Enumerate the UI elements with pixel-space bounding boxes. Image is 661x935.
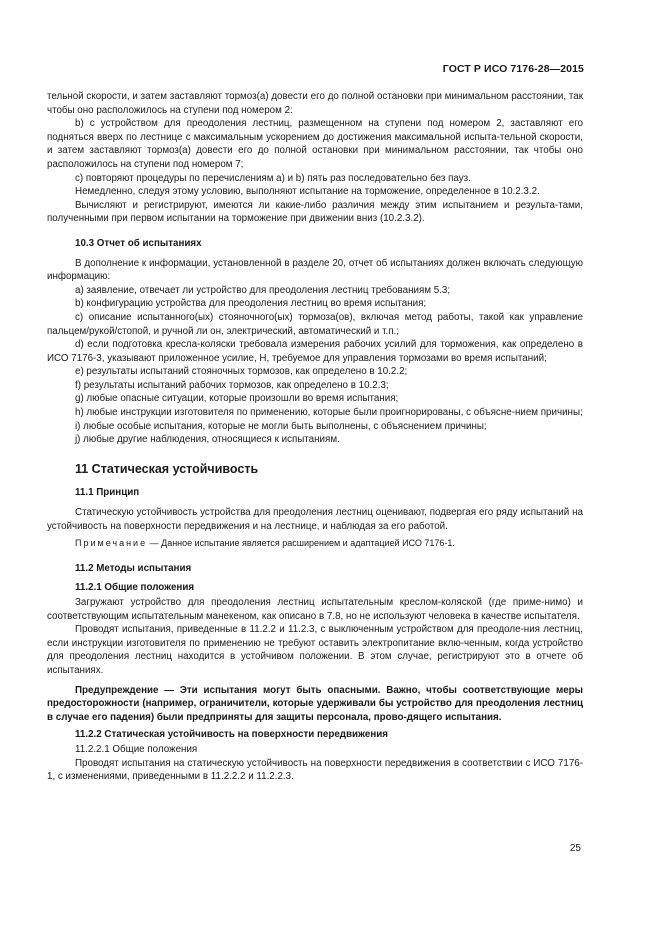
section-heading-11-1: 11.1 Принцип: [75, 487, 140, 499]
list-item: e) результаты испытаний стояночных тормозов, как определено в 10.2.2;: [75, 366, 408, 378]
warning-paragraph: Предупреждение — Эти испытания могут быть опасными. Важно, чтобы соответствующие меры предосторожности (например, ограничители, которые удерживали бы устройство для преодоления лестниц в случае его падения) были предприняты для защиты персонала, прово-дящего испытания.: [47, 684, 583, 723]
section-heading-11: 11 Статическая устойчивость: [75, 461, 259, 476]
section-heading-11-2-2: 11.2.2 Статическая устойчивость на поверхности передвижения: [75, 729, 388, 741]
paragraph: В дополнение к информации, установленной в разделе 20, отчет об испытаниях должен включать следующую информацию:: [47, 257, 583, 283]
document-id-header: ГОСТ Р ИСО 7176-28—2015: [442, 63, 584, 75]
paragraph: Немедленно, следуя этому условию, выполняют испытание на торможение, определенное в 10.2.3.2.: [75, 186, 540, 198]
list-item: i) любые особые испытания, которые не могли быть выполнены, с объяснением причины;: [75, 420, 487, 432]
list-item: g) любые опасные ситуации, которые произошли во время испытания;: [75, 393, 399, 405]
list-item: h) любые инструкции изготовителя по применению, которые были проигнорированы, с объясне-нием причины;: [75, 407, 583, 419]
list-item: b) с устройством для преодоления лестниц, размещенном на ступени под номером 2, заставляют его подняться вверх по лестнице с максимальным ускорением до достижения максимальной испыта-тельной скорости, и затем заставляют тормоз(а) довести его до полной остановки при минимальном расстоянии, так чтобы оно расположилось на ступени под номером 7;: [47, 118, 583, 170]
subsection-heading-11-2-2-1: 11.2.2.1 Общие положения: [75, 743, 198, 755]
list-item: b) конфигурацию устройства для преодоления лестниц во время испытания;: [75, 298, 427, 310]
list-item: a) заявление, отвечает ли устройство для преодоления лестниц требованиям 5.3;: [75, 284, 451, 296]
page-number: 25: [569, 843, 581, 854]
section-heading-11-2: 11.2 Методы испытания: [75, 562, 192, 574]
note-text: — Данное испытание является расширением и адаптацией ИСО 7176-1.: [147, 538, 455, 549]
list-item: c) описание испытанного(ых) стояночного(ых) тормоза(ов), включая метод работы, такой как управление пальцем/рукой/стопой, и ручной ли он, электрический, автоматический и т.п.;: [47, 311, 583, 337]
section-heading-10-3: 10.3 Отчет об испытаниях: [75, 237, 202, 249]
list-item: f) результаты испытаний рабочих тормозов, как определено в 10.2.3;: [75, 379, 389, 391]
section-heading-11-2-1: 11.2.1 Общие положения: [75, 582, 195, 594]
page-body: [47, 90, 583, 784]
note-label: Примечание: [75, 538, 148, 549]
list-item: d) если подготовка кресла-коляски требовала измерения рабочих усилий для торможения, как определено в ИСО 7176-3, указывают приложенное усилие, Н, требуемое для управления тормозами во время испытаний;: [47, 339, 583, 364]
list-item: j) любые другие наблюдения, относящиеся к испытаниям.: [75, 434, 340, 446]
paragraph: тельной скорости, и затем заставляют тормоз(а) довести его до полной остановки при минимальном расстоянии, так чтобы оно расположилось на ступени под номером 2:: [47, 91, 583, 116]
list-item: c) повторяют процедуры по перечислениям a) и b) пять раз последовательно без пауз.: [75, 172, 471, 184]
paragraph: Проводят испытания на статическую устойчивость на поверхности передвижения в соответствии с ИСО 7176-1, с изменениями, приведенными в 11.2.2.2 и 11.2.2.3.: [47, 757, 583, 783]
report-items-list: [47, 284, 583, 447]
paragraph: Загружают устройство для преодоления лестниц испытательным креслом-коляской (где приме-нимо) и соответствующим испытательным манекеном, как описано в 7.8, но не используют человека в качестве испытателя.: [47, 597, 583, 622]
note: [47, 537, 583, 551]
paragraph: Статическую устойчивость устройства для преодоления лестниц оценивают, подвергая его ряду испытаний на устойчивость на поверхности передвижения и на лестнице, и наблюдая за его работой.: [47, 507, 583, 532]
paragraph: Вычисляют и регистрируют, имеются ли какие-либо различия между этим испытанием и результа-тами, полученными при первом испытании на торможение при движении вниз (10.2.3.2).: [47, 199, 583, 225]
paragraph: Проводят испытания, приведенные в 11.2.2 и 11.2.3, с выключенным устройством для преодоле-ния лестниц, если инструкции изготовителя по применению не требуют оставить электропитание вклю-ченным, когда устройство для преодоления лестниц находится в устойчивом положении. В этом случае, регистрируют это в отчете об испытаниях.: [47, 624, 583, 676]
